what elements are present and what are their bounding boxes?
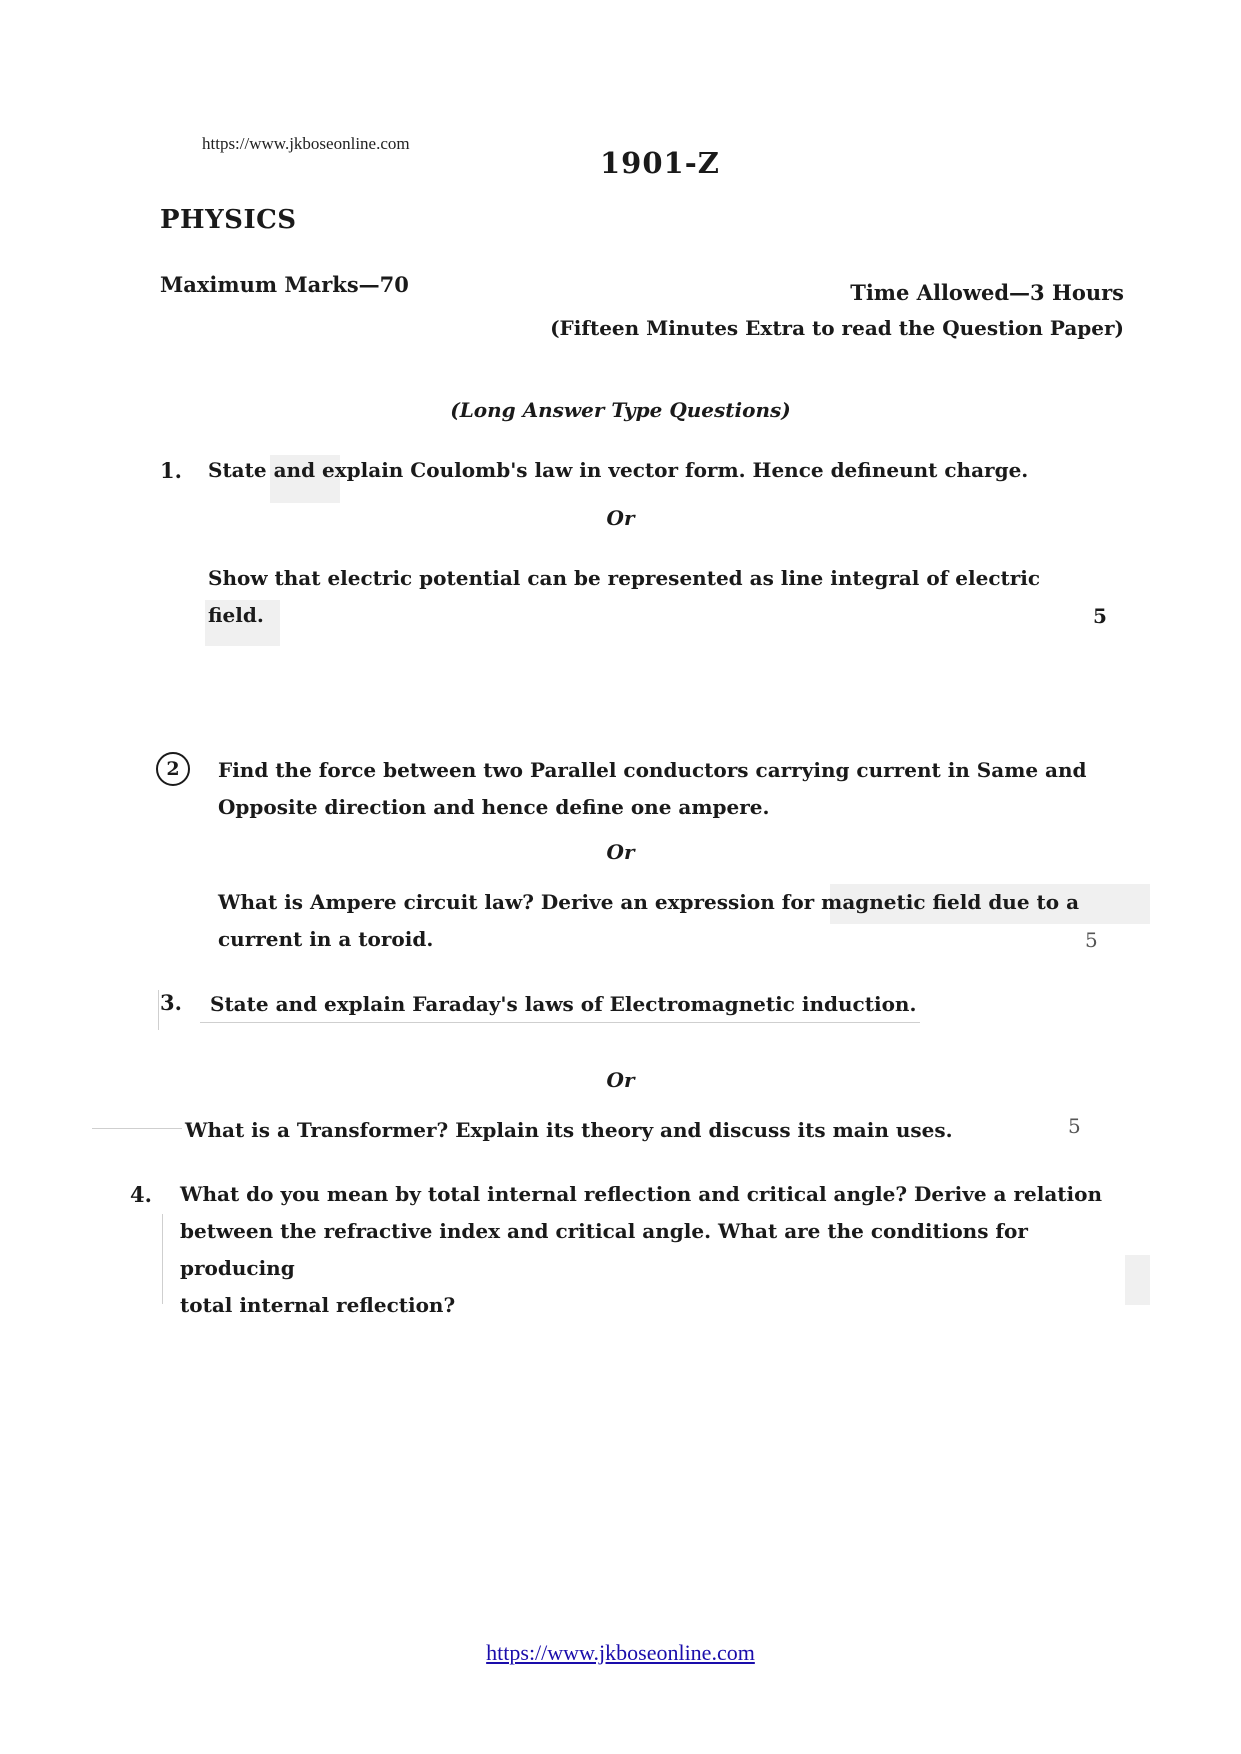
scan-smudge [1125,1255,1150,1305]
question-4-line-3: total internal reflection? [180,1293,456,1317]
question-1-part-a: State and explain Coulomb's law in vector form. Hence defineunt charge. [208,458,1029,482]
question-4-line-2: between the refractive index and critical angle. What are the conditions for producing [180,1219,1028,1280]
scan-artifact [92,1128,182,1129]
subject-title: PHYSICS [160,205,297,235]
question-2-number: 2 [156,752,190,786]
question-2-part-b-line-2: current in a toroid. [218,927,434,951]
question-3-part-a: State and explain Faraday's laws of Electromagnetic induction. [210,992,917,1016]
question-2-or: Or [606,840,635,864]
source-url-top: https://www.jkboseonline.com [202,134,410,153]
question-3-part-b: What is a Transformer? Explain its theory and discuss its main uses. [185,1118,953,1142]
question-1-part-b-line-1: Show that electric potential can be represented as line integral of electric [208,566,1041,590]
question-1-text [208,452,1068,489]
question-4-number: 4. [130,1182,152,1207]
question-1-part-b-line-2: field. [208,603,264,627]
question-4-line-1: What do you mean by total internal reflection and critical angle? Derive a relation [180,1182,1103,1206]
question-1-number: 1. [160,458,182,483]
scan-artifact [200,1022,920,1023]
question-1-marks: 5 [1093,604,1107,628]
question-2-alt-text [218,884,1098,958]
paper-code: 1901-Z [600,146,720,180]
question-2-part-a-line-1: Find the force between two Parallel conductors carrying current in Same and [218,758,1087,782]
question-3-text [210,986,1090,1023]
question-2-marks: 5 [1085,928,1098,952]
question-3-marks: 5 [1068,1114,1081,1138]
question-2-part-b-line-1: What is Ampere circuit law? Derive an expression for magnetic field due to a [218,890,1080,914]
source-url-bottom[interactable]: https://www.jkboseonline.com [486,1640,755,1665]
question-1-or: Or [606,506,635,530]
question-4-text [180,1176,1120,1324]
scan-artifact [158,990,159,1030]
question-3-alt-text [185,1112,985,1149]
scan-artifact [162,1214,163,1304]
question-2-part-a-line-2: Opposite direction and hence define one ampere. [218,795,770,819]
extra-time-note: (Fifteen Minutes Extra to read the Question Paper) [550,316,1124,340]
maximum-marks: Maximum Marks—70 [160,272,409,297]
question-1-alt-text [208,560,1108,634]
time-allowed: Time Allowed—3 Hours [850,280,1124,305]
question-3-or: Or [606,1068,635,1092]
question-2-text [218,752,1098,826]
section-title: (Long Answer Type Questions) [450,398,791,422]
question-3-number: 3. [160,990,182,1015]
